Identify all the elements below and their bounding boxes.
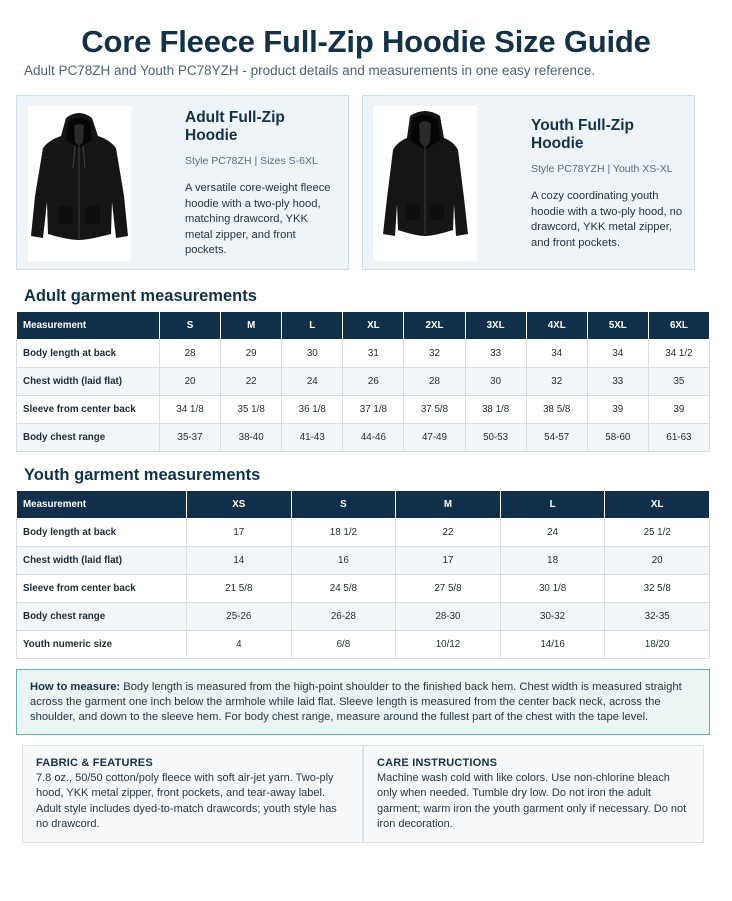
table-cell: 25 1/2: [605, 519, 710, 547]
page-subtitle: Adult PC78ZH and Youth PC78YZH - product details and measurements in one easy reference.: [24, 63, 596, 78]
adult-product-description: A versatile core-weight fleece hoodie with a two-ply hood, matching drawcord, YKK metal zipper, and front pockets.: [185, 182, 331, 256]
table-cell: 31: [343, 340, 404, 368]
table-row: [17, 631, 710, 659]
table-cell: 17: [396, 547, 501, 575]
table-cell: 32 5/8: [605, 575, 710, 603]
care-instructions-text: Machine wash cold with like colors. Use non-chlorine bleach only when needed. Tumble dry low. Do not iron the adult garment; warm iron the youth garment only if necessary. Do not iron decoration.: [377, 772, 687, 830]
table-cell: 30: [465, 368, 526, 396]
row-label: Sleeve from center back: [17, 396, 160, 424]
table-cell: 30-32: [500, 603, 605, 631]
row-label: Chest width (laid flat): [17, 547, 187, 575]
column-header: XS: [187, 491, 292, 519]
adult-table-heading: Adult garment measurements: [24, 287, 257, 305]
table-cell: 30 1/8: [500, 575, 605, 603]
how-to-measure-label: How to measure:: [30, 681, 121, 693]
table-cell: 28: [404, 368, 465, 396]
how-to-measure-note: [16, 669, 710, 735]
how-to-measure-text: Body length is measured from the high-point shoulder to the finished back hem. Chest width is measured straight across the garment one inch below the armhole while laid flat. Sleeve length is measured from the center back neck, across the shoulder, and down to the sleeve hem. For body chest range, measure around the fullest part of the chest with the tape level.: [30, 681, 682, 724]
youth-hoodie-image: [374, 106, 477, 261]
table-row: [17, 340, 710, 368]
table-cell: 6/8: [291, 631, 396, 659]
youth-table-heading: Youth garment measurements: [24, 466, 261, 484]
care-instructions-panel: [363, 745, 704, 843]
column-header: 5XL: [587, 312, 648, 340]
table-cell: 39: [648, 396, 709, 424]
table-cell: 33: [465, 340, 526, 368]
table-cell: 24 5/8: [291, 575, 396, 603]
table-row: [17, 547, 710, 575]
adult-hoodie-illustration: [28, 106, 131, 261]
table-row: [17, 396, 710, 424]
column-header: M: [221, 312, 282, 340]
row-label: Body length at back: [17, 519, 187, 547]
table-cell: 35 1/8: [221, 396, 282, 424]
table-cell: 33: [587, 368, 648, 396]
youth-product-card: [362, 95, 695, 270]
fabric-features-text: 7.8 oz., 50/50 cotton/poly fleece with soft air-jet yarn. Two-ply hood, YKK metal zipper, front pockets, and tear-away label. Adult style includes dyed-to-match drawcords; youth style has no drawcord.: [36, 772, 337, 830]
table-cell: 28: [160, 340, 221, 368]
table-cell: 27 5/8: [396, 575, 501, 603]
table-cell: 24: [282, 368, 343, 396]
table-cell: 44-46: [343, 424, 404, 452]
table-cell: 18 1/2: [291, 519, 396, 547]
table-cell: 37 1/8: [343, 396, 404, 424]
table-cell: 16: [291, 547, 396, 575]
table-cell: 50-53: [465, 424, 526, 452]
table-cell: 4: [187, 631, 292, 659]
row-label: Sleeve from center back: [17, 575, 187, 603]
table-cell: 35: [648, 368, 709, 396]
table-cell: 35-37: [160, 424, 221, 452]
table-cell: 24: [500, 519, 605, 547]
table-row: [17, 575, 710, 603]
table-cell: 29: [221, 340, 282, 368]
table-cell: 26: [343, 368, 404, 396]
table-cell: 34: [587, 340, 648, 368]
page-title: Core Fleece Full-Zip Hoodie Size Guide: [81, 24, 651, 59]
table-cell: 34: [526, 340, 587, 368]
column-header: XL: [605, 491, 710, 519]
table-cell: 38 5/8: [526, 396, 587, 424]
table-cell: 14/16: [500, 631, 605, 659]
table-cell: 14: [187, 547, 292, 575]
column-header: XL: [343, 312, 404, 340]
adult-product-card: [16, 95, 349, 270]
table-header-row: [17, 491, 710, 519]
table-cell: 38-40: [221, 424, 282, 452]
table-cell: 10/12: [396, 631, 501, 659]
column-header: Measurement: [17, 312, 160, 340]
column-header: L: [500, 491, 605, 519]
table-header-row: [17, 312, 710, 340]
table-cell: 39: [587, 396, 648, 424]
table-cell: 28-30: [396, 603, 501, 631]
table-cell: 21 5/8: [187, 575, 292, 603]
table-cell: 22: [221, 368, 282, 396]
table-cell: 34 1/2: [648, 340, 709, 368]
youth-product-name: Youth Full-Zip Hoodie: [531, 117, 635, 152]
table-cell: 18: [500, 547, 605, 575]
column-header: M: [396, 491, 501, 519]
column-header: 4XL: [526, 312, 587, 340]
fabric-features-heading: FABRIC & FEATURES: [36, 757, 153, 769]
column-header: S: [291, 491, 396, 519]
table-cell: 22: [396, 519, 501, 547]
row-label: Body length at back: [17, 340, 160, 368]
column-header: L: [282, 312, 343, 340]
care-instructions-heading: CARE INSTRUCTIONS: [377, 757, 498, 769]
table-cell: 37 5/8: [404, 396, 465, 424]
column-header: Measurement: [17, 491, 187, 519]
table-cell: 32: [404, 340, 465, 368]
column-header: S: [160, 312, 221, 340]
table-cell: 41-43: [282, 424, 343, 452]
table-cell: 54-57: [526, 424, 587, 452]
table-cell: 17: [187, 519, 292, 547]
row-label: Body chest range: [17, 603, 187, 631]
adult-product-name: Adult Full-Zip Hoodie: [185, 109, 285, 144]
column-header: 2XL: [404, 312, 465, 340]
adult-hoodie-image: [28, 106, 131, 261]
youth-measurements-table: [16, 490, 710, 659]
adult-product-style: Style PC78ZH | Sizes S-6XL: [185, 155, 318, 167]
table-cell: 32-35: [605, 603, 710, 631]
adult-measurements-table: [16, 311, 710, 452]
table-cell: 20: [605, 547, 710, 575]
table-cell: 61-63: [648, 424, 709, 452]
row-label: Youth numeric size: [17, 631, 187, 659]
youth-product-style: Style PC78YZH | Youth XS-XL: [531, 163, 673, 175]
row-label: Chest width (laid flat): [17, 368, 160, 396]
table-cell: 26-28: [291, 603, 396, 631]
table-row: [17, 424, 710, 452]
table-row: [17, 603, 710, 631]
table-cell: 38 1/8: [465, 396, 526, 424]
table-cell: 34 1/8: [160, 396, 221, 424]
table-cell: 25-26: [187, 603, 292, 631]
table-cell: 18/20: [605, 631, 710, 659]
youth-product-description: A cozy coordinating youth hoodie with a two-ply hood, no drawcord, YKK metal zipper, and front pockets.: [531, 190, 683, 249]
fabric-features-panel: [22, 745, 363, 843]
table-row: [17, 368, 710, 396]
column-header: 3XL: [465, 312, 526, 340]
table-cell: 36 1/8: [282, 396, 343, 424]
row-label: Body chest range: [17, 424, 160, 452]
table-cell: 58-60: [587, 424, 648, 452]
table-cell: 32: [526, 368, 587, 396]
table-row: [17, 519, 710, 547]
column-header: 6XL: [648, 312, 709, 340]
table-cell: 20: [160, 368, 221, 396]
table-cell: 47-49: [404, 424, 465, 452]
youth-hoodie-illustration: [374, 106, 477, 261]
table-cell: 30: [282, 340, 343, 368]
